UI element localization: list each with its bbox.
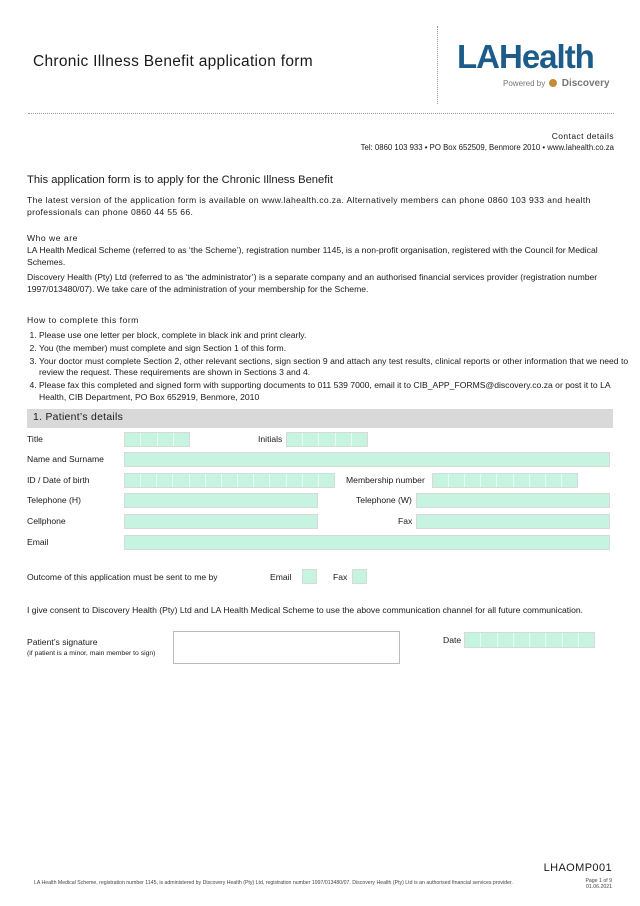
- who-paragraph-1: LA Health Medical Scheme (referred to as ‘the Scheme’), registration number 1145, is a non-profit organisation, registered with the Council for Medical Schemes.: [27, 245, 598, 267]
- page-title: Chronic Illness Benefit application form: [33, 53, 313, 70]
- how-heading: How to complete this form: [27, 315, 139, 325]
- outcome-email-checkbox[interactable]: [302, 569, 317, 584]
- email-label: Email: [27, 537, 49, 547]
- membership-field[interactable]: [432, 473, 578, 488]
- instruction-item: 3. Your doctor must complete Section 2, other relevant sections, sign section 9 and attach any test results, clinical reports or other information that we need to review the request. These requirements are shown in Sections 3 and 4.: [39, 356, 629, 380]
- instructions-list: [27, 330, 629, 405]
- who-paragraph-2: Discovery Health (Pty) Ltd (referred to as ‘the administrator’) is a separate company and an authorised financial services provider (registration number 1997/013480/07). We take care of the administration of your membership for the Scheme.: [27, 272, 598, 294]
- tel-w-field[interactable]: [416, 493, 610, 508]
- fax-field[interactable]: [416, 514, 610, 529]
- tel-w-label: Telephone (W): [356, 495, 412, 505]
- membership-label: Membership number: [346, 475, 425, 485]
- signature-note: (if patient is a minor, main member to sign): [27, 650, 156, 657]
- initials-label: Initials: [258, 434, 283, 444]
- page-date: 01.06.2021: [586, 883, 612, 890]
- section-1-title: 1. Patient’s details: [33, 412, 124, 423]
- logo-wordmark: LAHealth: [457, 38, 594, 75]
- fax-label: Fax: [398, 516, 413, 526]
- cell-field[interactable]: [124, 514, 318, 529]
- header-divider: [437, 26, 438, 104]
- logo-powered-by: [503, 78, 610, 89]
- outcome-fax-label: Fax: [333, 572, 348, 582]
- outcome-email-label: Email: [270, 572, 292, 582]
- date-field[interactable]: [464, 632, 595, 648]
- discovery-icon: [549, 79, 557, 87]
- powered-by-text: Powered by: [503, 79, 546, 88]
- id-dob-field[interactable]: [124, 473, 335, 488]
- email-field[interactable]: [124, 535, 610, 550]
- who-heading: Who we are: [27, 233, 78, 243]
- name-field[interactable]: [124, 452, 610, 467]
- signature-label: Patient’s signature: [27, 637, 98, 647]
- signature-box[interactable]: [173, 631, 400, 664]
- tel-h-label: Telephone (H): [27, 495, 81, 505]
- section-1-header: [27, 409, 613, 428]
- la-health-logo: [457, 38, 610, 92]
- contact-line: Tel: 0860 103 933 • PO Box 652509, Benmore 2010 • www.lahealth.co.za: [360, 143, 614, 152]
- date-label: Date: [443, 635, 462, 645]
- form-code: LHAOMP001: [543, 862, 612, 874]
- initials-field[interactable]: [286, 432, 368, 447]
- consent-text: I give consent to Discovery Health (Pty) Ltd and LA Health Medical Scheme to use the above communication channel for all future communication.: [27, 605, 584, 615]
- page-number: Page 1 of 9: [585, 878, 612, 884]
- discovery-text: Discovery: [561, 78, 610, 89]
- outcome-label: Outcome of this application must be sent to me by: [27, 572, 218, 582]
- footer-text: LA Health Medical Scheme, registration number 1145, is administered by Discovery Health (Pty) Ltd, registration number 1997/013480/07. Discovery Health (Pty) Ltd is an authorised financial services provider.: [34, 880, 513, 886]
- name-label: Name and Surname: [27, 454, 104, 464]
- outcome-fax-checkbox[interactable]: [352, 569, 367, 584]
- title-label: Title: [27, 434, 43, 444]
- id-dob-label: ID / Date of birth: [27, 475, 90, 485]
- intro-heading: This application form is to apply for the Chronic Illness Benefit: [27, 174, 333, 186]
- instruction-item: 2. You (the member) must complete and sign Section 1 of this form.: [39, 343, 629, 355]
- title-field[interactable]: [124, 432, 190, 447]
- page-info: [585, 879, 612, 890]
- cell-label: Cellphone: [27, 516, 66, 526]
- intro-paragraph: The latest version of the application form is available on www.lahealth.co.za. Alternatively members can phone 0860 103 933 and health professionals can phone 0860 44 55 66.: [27, 195, 591, 217]
- contact-heading: Contact details: [551, 131, 614, 141]
- header-rule: [28, 113, 614, 114]
- instruction-item: 1. Please use one letter per block, complete in black ink and print clearly.: [39, 330, 629, 342]
- instruction-item: 4. Please fax this completed and signed form with supporting documents to 011 539 7000, email it to CIB_APP_FORMS@discovery.co.za or post it to LA Health, CIB Department, PO Box 652919, Benmore, 2010: [39, 380, 629, 404]
- tel-h-field[interactable]: [124, 493, 318, 508]
